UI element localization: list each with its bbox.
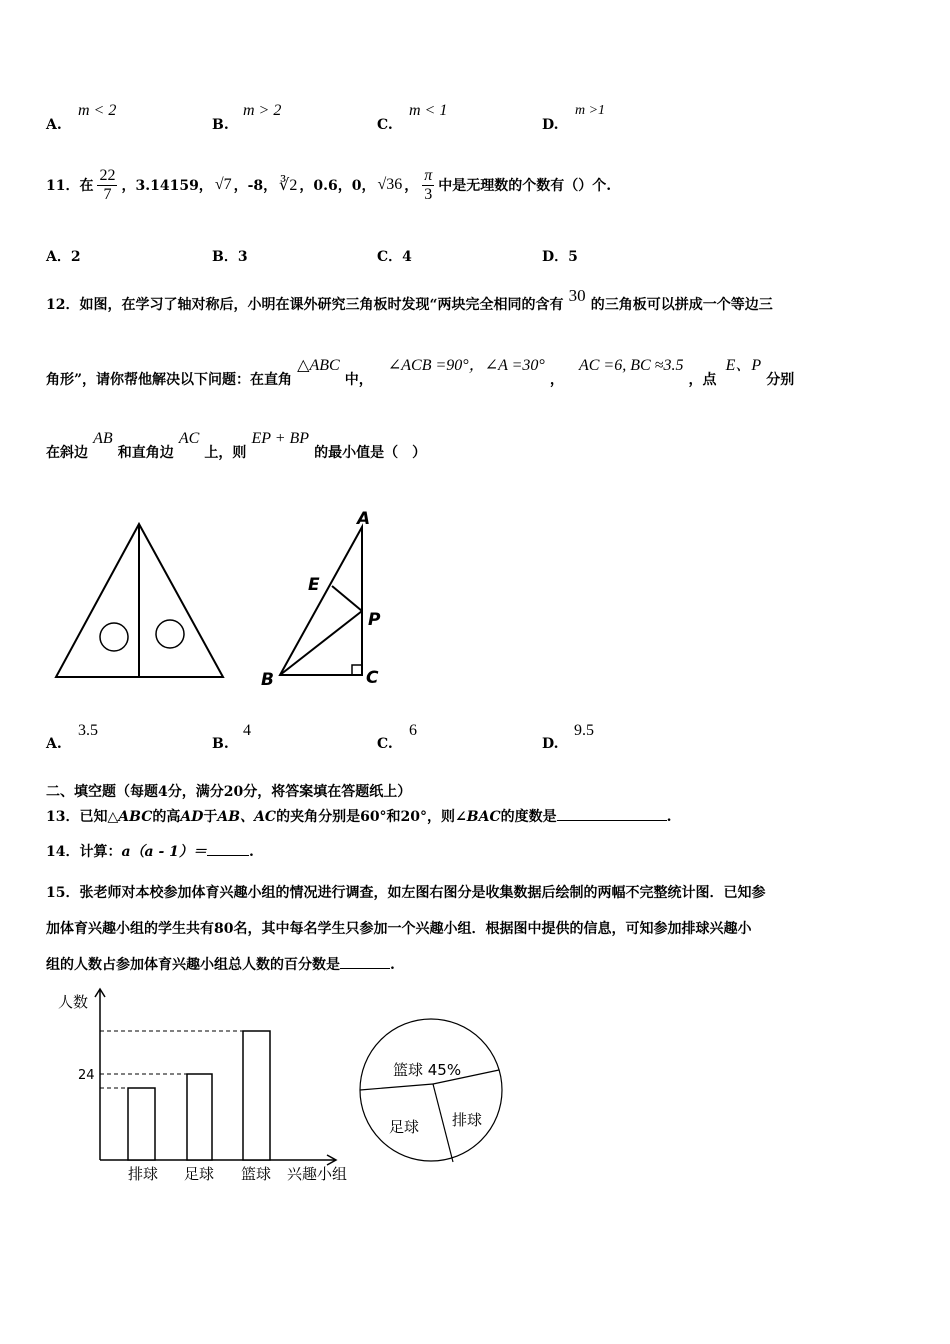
question-12-line-3 xyxy=(46,428,916,461)
q12-line1-b: 的三角板可以拼成一个等边三 xyxy=(590,297,773,313)
q15-line-1: 15．张老师对本校参加体育兴趣小组的情况进行调查，如左图右图分是收集数据后绘制的两幅不完整统计图．已知参 xyxy=(46,885,766,901)
q12-points-ep: E、P xyxy=(725,357,762,374)
label-a: A xyxy=(357,509,371,529)
bar-basketball xyxy=(243,1031,270,1160)
bar-chart xyxy=(40,985,365,1190)
q13-text-c: 于 xyxy=(203,809,218,825)
q12-option-a-value: 3.5 xyxy=(78,722,98,739)
q11-sqrt7: √7 xyxy=(214,176,232,193)
q12-line3-c: 上，则 xyxy=(204,445,247,461)
q12-right-triangle-figure xyxy=(280,527,362,675)
q13-text-e: 的度数是 xyxy=(500,809,557,825)
question-15 xyxy=(46,875,765,983)
right-angle-mark xyxy=(352,665,362,675)
q12-ab: AB xyxy=(93,430,113,447)
q11-prefix: 11．在 xyxy=(46,178,94,194)
q13-text-a: 13．已知△ xyxy=(46,809,119,825)
label-b: B xyxy=(261,670,274,690)
q12-option-a-label: A. xyxy=(46,736,62,752)
q12-figures xyxy=(0,500,420,700)
q10-option-b-label: B. xyxy=(212,117,229,133)
bar-football xyxy=(187,1074,212,1160)
q14-end: . xyxy=(248,844,254,860)
question-11 xyxy=(46,160,611,210)
q10-option-d-expr: m >1 xyxy=(575,103,606,118)
bar-chart-xlabel: 兴趣小组 xyxy=(287,1165,348,1183)
q12-line3-a: 在斜边 xyxy=(46,445,88,461)
pie-label-football: 足球 xyxy=(389,1118,420,1136)
q10-option-c-expr: m < 1 xyxy=(409,102,448,119)
bar-chart-xtick-volleyball: 排球 xyxy=(128,1165,159,1183)
q13-end: . xyxy=(666,809,672,825)
q12-line3-d: 的最小值是（ ） xyxy=(314,445,427,461)
q11-sqrt36: √36 xyxy=(377,176,403,193)
q10-option-b-expr: m > 2 xyxy=(243,102,282,119)
q15-line-3 xyxy=(46,947,765,983)
q12-option-b-label: B. xyxy=(212,736,229,752)
label-c: C xyxy=(366,668,379,688)
left-set-square-hole xyxy=(100,623,128,651)
q12-option-b-value: 4 xyxy=(243,722,251,739)
q10-option-a-label: A. xyxy=(46,117,62,133)
q12-line3-b: 和直角边 xyxy=(117,445,174,461)
pie-divider-football-volleyball xyxy=(433,1084,453,1162)
q12-line2-a: 角形”，请你帮他解决以下问题：在直角 xyxy=(46,372,293,388)
label-e: E xyxy=(308,575,320,595)
pie-label-volleyball: 排球 xyxy=(452,1111,483,1129)
q13-answer-blank[interactable] xyxy=(557,820,667,821)
q11-frac2-den: 3 xyxy=(424,185,433,203)
q12-sides: AC =6, BC ≈3.5 xyxy=(578,357,684,374)
q14-answer-blank[interactable] xyxy=(207,855,249,856)
q12-angles: ∠ACB =90°，∠A =30° xyxy=(387,357,545,374)
segment-bp xyxy=(280,611,362,675)
q15-line-3-text: 组的人数占参加体育兴趣小组总人数的百分数是 xyxy=(46,957,340,973)
q11-fraction-22-7 xyxy=(97,167,117,204)
q11-frac1-den: 7 xyxy=(103,185,112,203)
q11-frac1-num: 22 xyxy=(99,166,116,184)
label-p: P xyxy=(368,610,381,630)
q11-cbrt2: ∛2 xyxy=(279,177,298,194)
q11-option-c: C．4 xyxy=(377,249,412,265)
question-13 xyxy=(46,806,672,826)
q15-answer-blank[interactable] xyxy=(340,968,390,969)
q12-option-d-label: D. xyxy=(542,736,559,752)
q11-option-b: B．3 xyxy=(212,249,248,265)
q11-option-a: A．2 xyxy=(46,249,81,265)
segment-ep xyxy=(332,586,362,611)
q13-text-d: 的夹角分别是60°和20°，则∠ xyxy=(276,809,467,825)
q11-list-b: ，-8， xyxy=(233,178,278,194)
q15-line-2: 加体育兴趣小组的学生共有80名，其中每名学生只参加一个兴趣小组．根据图中提供的信息，可知参加排球兴趣小 xyxy=(46,921,752,937)
q11-option-d: D．5 xyxy=(542,249,578,265)
bar-chart-ylabel: 人数 xyxy=(58,993,89,1011)
q13-ab-ac: AB、AC xyxy=(217,809,277,825)
bar-volleyball xyxy=(128,1088,155,1160)
q13-ad: AD xyxy=(180,809,204,825)
q12-option-d-value: 9.5 xyxy=(574,722,594,739)
pie-chart xyxy=(355,1010,510,1170)
q12-line2-c: ， xyxy=(549,372,564,388)
q11-fraction-pi-3 xyxy=(422,167,434,204)
q12-option-c-label: C. xyxy=(377,736,393,752)
q10-option-c-label: C. xyxy=(377,117,393,133)
q12-line2-b: 中， xyxy=(344,372,373,388)
section-2-title: 二、填空题（每题4分，满分20分，将答案填在答题纸上） xyxy=(46,784,412,800)
q14-expr: a（a - 1）＝ xyxy=(121,844,207,860)
q11-list-a: ，3.14159， xyxy=(121,178,213,194)
q12-line2-e: 分别 xyxy=(766,372,795,388)
q15-end: . xyxy=(390,957,395,973)
q12-triangle-abc: △ABC xyxy=(297,357,340,374)
bar-chart-ytick-24: 24 xyxy=(78,1068,95,1083)
q12-line2-d: ，点 xyxy=(688,372,717,388)
q12-deg30: 30 xyxy=(568,286,586,305)
q12-equilateral-figure xyxy=(56,524,223,677)
pie-outline xyxy=(360,1019,502,1161)
bar-chart-xtick-football: 足球 xyxy=(184,1165,215,1183)
pie-label-basketball: 篮球 45% xyxy=(393,1061,462,1079)
q14-text-a: 14．计算： xyxy=(46,844,122,860)
q12-ep-bp: EP + BP xyxy=(251,430,310,447)
q13-bac: BAC xyxy=(466,809,501,825)
q12-ac: AC xyxy=(178,430,200,447)
q11-list-c: ，0.6，0， xyxy=(299,178,376,194)
q11-list-d: ， xyxy=(404,178,419,194)
q12-option-c-value: 6 xyxy=(409,722,417,739)
q10-option-d-label: D. xyxy=(542,117,559,133)
question-12-line-1 xyxy=(46,286,916,313)
q10-option-a-expr: m < 2 xyxy=(78,102,117,119)
bar-chart-xtick-basketball: 篮球 xyxy=(241,1165,272,1183)
pie-divider-football-basketball xyxy=(360,1084,433,1090)
q12-line1-a: 12．如图，在学习了轴对称后，小明在课外研究三角板时发现“两块完全相同的含有 xyxy=(46,297,564,313)
question-14 xyxy=(46,841,254,861)
q11-suffix: 中是无理数的个数有（）个. xyxy=(438,178,612,194)
q11-frac2-num: π xyxy=(424,166,433,184)
question-12-line-2 xyxy=(46,352,916,388)
q13-abc: ABC xyxy=(118,809,153,825)
right-set-square-hole xyxy=(156,620,184,648)
q13-text-b: 的高 xyxy=(152,809,181,825)
